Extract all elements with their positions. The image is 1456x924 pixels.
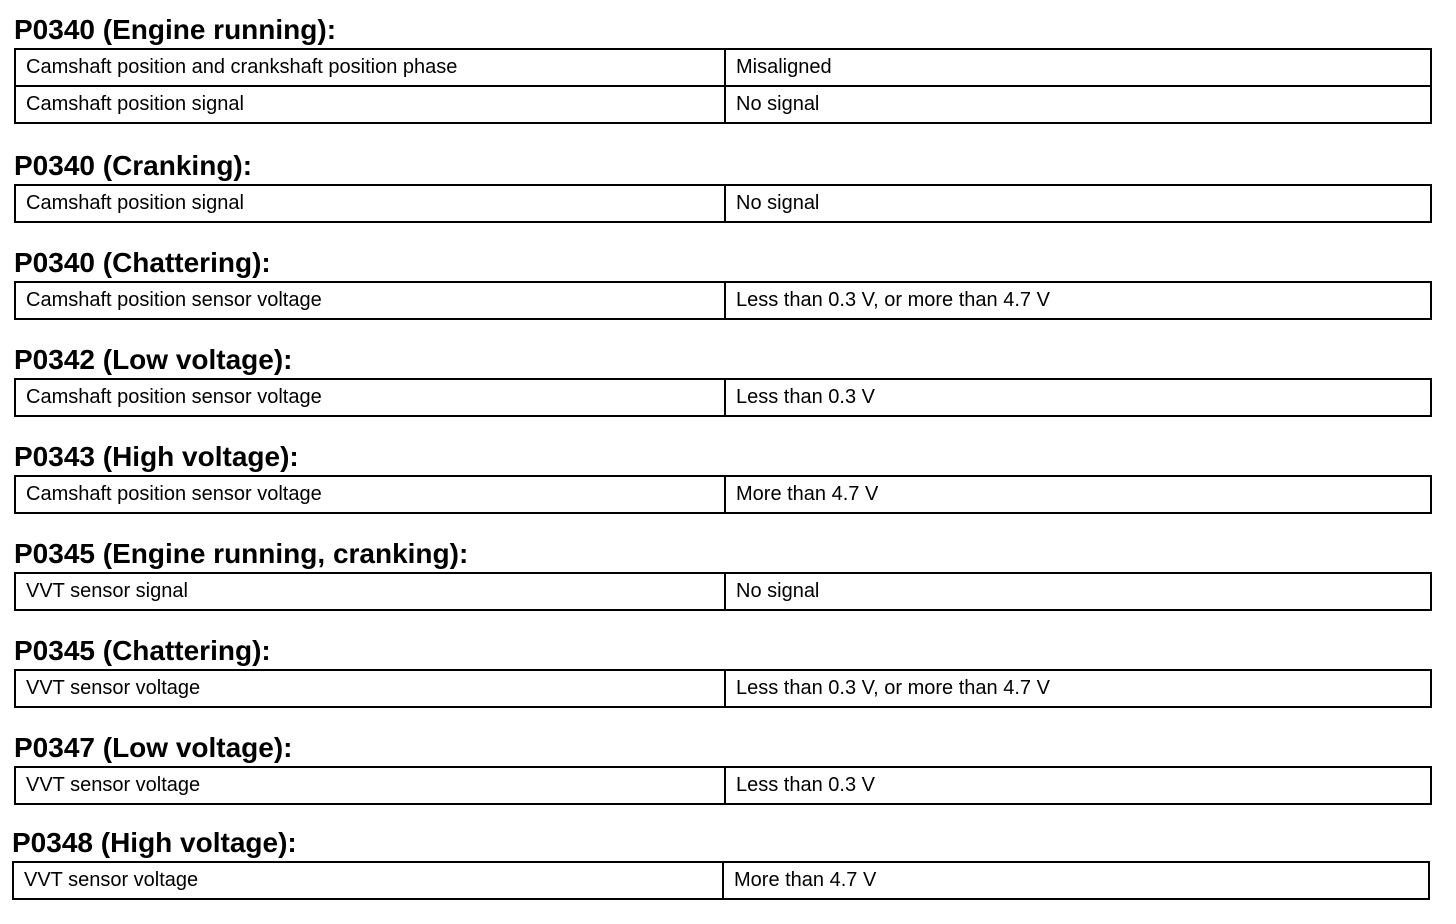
condition-item: Camshaft position sensor voltage	[15, 282, 725, 319]
condition-value: Less than 0.3 V, or more than 4.7 V	[725, 670, 1431, 707]
condition-value: Less than 0.3 V	[725, 379, 1431, 416]
condition-table	[14, 572, 1432, 611]
table-row	[15, 573, 1431, 610]
condition-table	[14, 669, 1432, 708]
table-row	[15, 767, 1431, 804]
table-row	[15, 49, 1431, 86]
condition-value: Misaligned	[725, 49, 1431, 86]
table-row	[15, 86, 1431, 123]
condition-table	[14, 766, 1432, 805]
condition-value: Less than 0.3 V	[725, 767, 1431, 804]
condition-table	[14, 281, 1432, 320]
section-p0345-engine-running-cranking	[14, 538, 1432, 611]
section-heading: P0340 (Chattering):	[14, 247, 271, 278]
condition-table	[12, 861, 1430, 900]
condition-item: Camshaft position signal	[15, 86, 725, 123]
section-p0345-chattering	[14, 635, 1432, 708]
section-heading: P0345 (Engine running, cranking):	[14, 538, 469, 569]
condition-item: VVT sensor voltage	[13, 862, 723, 899]
condition-item: VVT sensor voltage	[15, 670, 725, 707]
table-row	[15, 670, 1431, 707]
condition-item: Camshaft position and crankshaft position phase	[15, 49, 725, 86]
section-p0340-chattering	[14, 247, 1432, 320]
section-heading: P0340 (Cranking):	[14, 150, 253, 181]
section-heading: P0345 (Chattering):	[14, 635, 271, 666]
table-row	[13, 862, 1429, 899]
condition-table	[14, 184, 1432, 223]
condition-table	[14, 475, 1432, 514]
condition-table	[14, 48, 1432, 124]
condition-table	[14, 378, 1432, 417]
table-row	[15, 185, 1431, 222]
condition-item: VVT sensor signal	[15, 573, 725, 610]
section-p0347-low-voltage	[14, 732, 1432, 805]
condition-value: No signal	[725, 573, 1431, 610]
condition-value: No signal	[725, 185, 1431, 222]
table-row	[15, 476, 1431, 513]
section-p0342-low-voltage	[14, 344, 1432, 417]
section-p0343-high-voltage	[14, 441, 1432, 514]
condition-value: Less than 0.3 V, or more than 4.7 V	[725, 282, 1431, 319]
section-p0340-cranking	[14, 150, 1432, 223]
condition-value: More than 4.7 V	[723, 862, 1429, 899]
section-heading: P0340 (Engine running):	[14, 14, 337, 45]
condition-value: No signal	[725, 86, 1431, 123]
condition-item: Camshaft position sensor voltage	[15, 476, 725, 513]
section-p0348-high-voltage	[12, 827, 1430, 900]
section-p0340-engine-running	[14, 14, 1432, 124]
section-heading: P0348 (High voltage):	[12, 827, 297, 858]
section-heading: P0343 (High voltage):	[14, 441, 299, 472]
section-heading: P0342 (Low voltage):	[14, 344, 293, 375]
condition-item: Camshaft position signal	[15, 185, 725, 222]
table-row	[15, 379, 1431, 416]
condition-item: Camshaft position sensor voltage	[15, 379, 725, 416]
section-heading: P0347 (Low voltage):	[14, 732, 293, 763]
condition-item: VVT sensor voltage	[15, 767, 725, 804]
condition-value: More than 4.7 V	[725, 476, 1431, 513]
table-row	[15, 282, 1431, 319]
